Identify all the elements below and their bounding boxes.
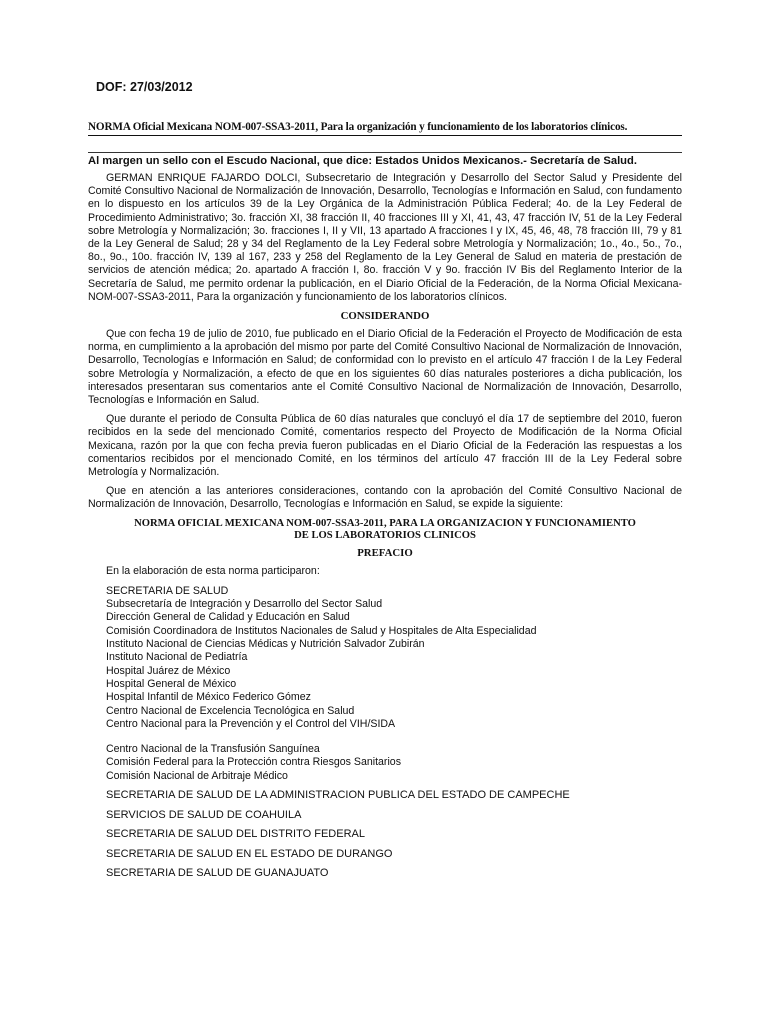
considerando-paragraph-2: Que durante el periodo de Consulta Pública de 60 días naturales que concluyó el día 17 de septiembre del 2010, fueron recibidos en la sede del mencionado Comité, comentarios respecto del Proyecto de Modificación de la Norma Oficial Mexicana, razón por la que con fecha previa fueron publicadas en el Diario Oficial de la Federación las respuestas a los comentarios recibidos por el mencionado Comité, en los términos del artículo 47 fracción III de la Ley Federal sobre Metrología y Normalización. [88, 413, 682, 479]
list-item: SECRETARIA DE SALUD DEL DISTRITO FEDERAL [106, 828, 365, 841]
list-item: Hospital General de México [106, 677, 237, 690]
participants-list-3 [88, 789, 682, 880]
participants-list-2 [88, 743, 682, 783]
spacer [88, 731, 682, 743]
considerando-paragraph-3: Que en atención a las anteriores consideraciones, contando con la aprobación del Comité Consultivo Nacional de Normalización de Innovación, Desarrollo, Tecnologías e Información en Salud, se expide la siguiente: [88, 485, 682, 511]
list-item: Hospital Juárez de México [106, 664, 231, 677]
list-item: SERVICIOS DE SALUD DE COAHUILA [106, 808, 302, 821]
considerando-paragraph-1: Que con fecha 19 de julio de 2010, fue publicado en el Diario Oficial de la Federación el Proyecto de Modificación de esta norma, en cumplimiento a la aprobación del mismo por parte del Comité Consultivo Nacional de Normalización de Innovación, Desarrollo, Tecnologías e Información en Salud; de conformidad con lo previsto en el artículo 47 fracción I de la Ley Federal sobre Metrología y Normalización, a efecto de que en los siguientes 60 días naturales posteriores a dicha publicación, los interesados presentaran sus comentarios ante el Comité Consultivo Nacional de Normalización de Innovación, Desarrollo, Tecnologías e Información en Salud. [88, 328, 682, 407]
list-item: Hospital Infantil de México Federico Gómez [106, 691, 311, 704]
list-item: Comisión Nacional de Arbitraje Médico [106, 769, 288, 782]
norm-heading-line-2: DE LOS LABORATORIOS CLINICOS [294, 530, 476, 542]
list-item: Centro Nacional para la Prevención y el Control del VIH/SIDA [106, 717, 396, 730]
document-body [88, 152, 682, 887]
list-item: Dirección General de Calidad y Educación en Salud [106, 611, 350, 624]
list-item: Instituto Nacional de Ciencias Médicas y Nutrición Salvador Zubirán [106, 638, 425, 651]
list-item: Centro Nacional de Excelencia Tecnológica en Salud [106, 704, 355, 717]
prefacio-heading: PREFACIO [357, 546, 413, 559]
participants-list-1 [88, 585, 682, 731]
considerando-heading: CONSIDERANDO [340, 310, 430, 323]
list-item: Centro Nacional de la Transfusión Sanguínea [106, 743, 320, 756]
norm-heading [88, 518, 682, 543]
list-item: SECRETARIA DE SALUD EN EL ESTADO DE DURANGO [106, 847, 393, 860]
intro-paragraph: GERMAN ENRIQUE FAJARDO DOLCI, Subsecretario de Integración y Desarrollo del Sector Salud y Presidente del Comité Consultivo Nacional de Normalización de Innovación, Desarrollo, Tecnologías e Información en Salud, con fundamento en lo dispuesto en los artículos 39 de la Ley Orgánica de la Administración Pública Federal; 4o. de la Ley Federal de Procedimiento Administrativo; 3o. fracción XI, 38 fracción II, 40 fracciones III y XI, 41, 43, 47 fracción IV, 51 de la Ley Federal sobre Metrología y Normalización; 3o. fracciones I, II y VII, 13 apartado A fracciones I y IX, 45, 46, 48, 78 fracción III, 79 y 81 de la Ley General de Salud; 28 y 34 del Reglamento de la Ley Federal sobre Metrología y Normalización; 1o., 4o., 5o., 7o., 8o., 9o., 10o. fracción IV, 139 al 167, 233 y 258 del Reglamento de la Ley General de Salud en materia de prestación de servicios de atención médica; 2o. apartado A fracción I, 8o. fracción V y 9o. fracción IV Bis del Reglamento Interior de la Secretaría de Salud, me permito ordenar la publicación, en el Diario Oficial de la Federación, de la Norma Oficial Mexicana-NOM-007-SSA3-2011, Para la organización y funcionamiento de los laboratorios clínicos. [88, 172, 682, 303]
list-item: SECRETARIA DE SALUD DE LA ADMINISTRACION PUBLICA DEL ESTADO DE CAMPECHE [106, 789, 570, 802]
norm-title: NORMA Oficial Mexicana NOM-007-SSA3-2011, Para la organización y funcionamiento de los laboratorios clínicos. [88, 121, 682, 136]
list-item: Subsecretaría de Integración y Desarrollo del Sector Salud [106, 598, 383, 611]
dof-date: DOF: 27/03/2012 [96, 80, 193, 94]
list-item: Instituto Nacional de Pediatría [106, 651, 248, 664]
list-item: SECRETARIA DE SALUD [106, 584, 229, 597]
list-item: Comisión Coordinadora de Institutos Nacionales de Salud y Hospitales de Alta Especialidad [106, 624, 537, 637]
prefacio-intro: En la elaboración de esta norma participaron: [106, 564, 320, 577]
list-item: SECRETARIA DE SALUD DE GUANAJUATO [106, 867, 329, 880]
norm-heading-line-1: NORMA OFICIAL MEXICANA NOM-007-SSA3-2011, PARA LA ORGANIZACION Y FUNCIONAMIENTO [134, 517, 636, 529]
list-item: Comisión Federal para la Protección contra Riesgos Sanitarios [106, 756, 402, 769]
margin-note: Al margen un sello con el Escudo Nacional, que dice: Estados Unidos Mexicanos.- Secretaría de Salud. [88, 152, 682, 167]
